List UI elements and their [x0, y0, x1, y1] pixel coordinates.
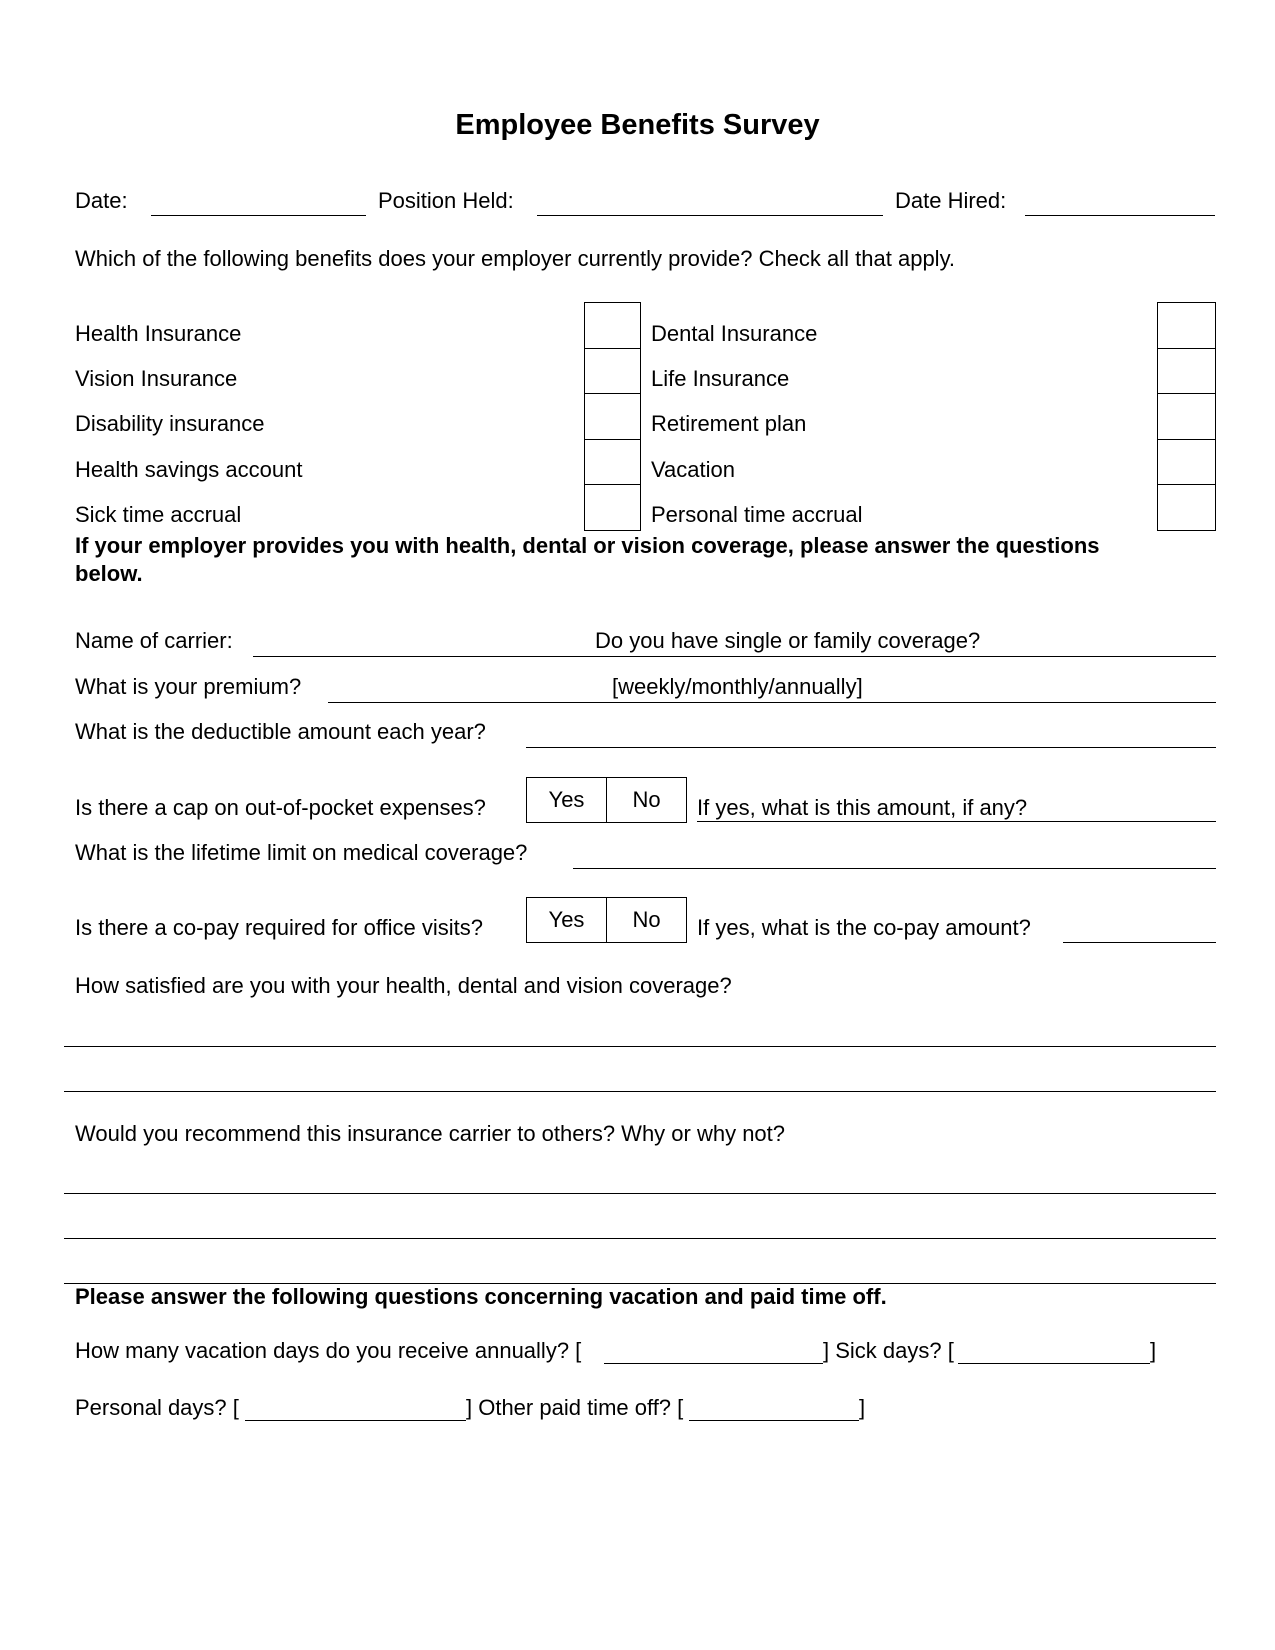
benefit-checkbox-sick-time-accrual[interactable] [584, 484, 641, 531]
vacation-intro: Please answer the following questions concerning vacation and paid time off. [75, 1284, 887, 1309]
position-held-label: Position Held: [378, 188, 514, 213]
cap-question-label: Is there a cap on out-of-pocket expenses? [75, 795, 486, 820]
page-title: Employee Benefits Survey [455, 109, 820, 141]
benefit-label: Vision Insurance [75, 366, 238, 391]
date-hired-field[interactable] [1025, 215, 1215, 216]
coverage-intro: If your employer provides you with health, dental or vision coverage, please answer the questions [75, 533, 1100, 558]
benefit-checkbox-life-insurance[interactable] [1157, 348, 1216, 394]
benefit-label: Health Insurance [75, 321, 242, 346]
deductible-field[interactable] [526, 747, 1216, 748]
cap-yes-option[interactable]: Yes [526, 777, 607, 823]
benefit-label: Health savings account [75, 457, 303, 482]
satisfaction-answer-line[interactable] [64, 1091, 1216, 1092]
premium-period: [weekly/monthly/annually] [612, 674, 863, 699]
coverage-intro-continued: below. [75, 561, 143, 586]
other-pto-field[interactable] [689, 1420, 859, 1421]
satisfaction-answer-line[interactable] [64, 1046, 1216, 1047]
date-field[interactable] [151, 215, 366, 216]
copay-amount-label: If yes, what is the co-pay amount? [697, 915, 1031, 940]
benefit-checkbox-vacation[interactable] [1157, 439, 1216, 485]
satisfaction-question: How satisfied are you with your health, dental and vision coverage? [75, 973, 732, 998]
copay-no-option[interactable]: No [606, 897, 687, 943]
sick-days-close: ] [1150, 1338, 1157, 1363]
personal-days-label: Personal days? [ [75, 1395, 239, 1420]
carrier-field[interactable] [253, 656, 1216, 657]
benefit-checkbox-disability-insurance[interactable] [584, 393, 641, 440]
cap-amount-label: If yes, what is this amount, if any? [697, 795, 1028, 820]
recommend-answer-line[interactable] [64, 1193, 1216, 1194]
copay-yes-option[interactable]: Yes [526, 897, 607, 943]
recommend-answer-line[interactable] [64, 1238, 1216, 1239]
vacation-days-label: How many vacation days do you receive annually? [ [75, 1338, 582, 1363]
date-label: Date: [75, 188, 128, 213]
premium-label: What is your premium? [75, 674, 302, 699]
premium-field[interactable] [328, 702, 1216, 703]
benefit-checkbox-vision-insurance[interactable] [584, 348, 641, 394]
carrier-label: Name of carrier: [75, 628, 233, 653]
benefit-checkbox-health-insurance[interactable] [584, 302, 641, 349]
position-held-field[interactable] [537, 215, 883, 216]
benefit-label: Dental Insurance [651, 321, 818, 346]
copay-question-label: Is there a co-pay required for office visits? [75, 915, 484, 940]
deductible-label: What is the deductible amount each year? [75, 719, 486, 744]
copay-amount-field[interactable] [1063, 942, 1216, 943]
benefit-checkbox-dental-insurance[interactable] [1157, 302, 1216, 349]
benefit-label: Vacation [651, 457, 735, 482]
benefit-checkbox-retirement-plan[interactable] [1157, 393, 1216, 440]
benefit-label: Personal time accrual [651, 502, 863, 527]
personal-days-field[interactable] [245, 1420, 466, 1421]
other-pto-label: ] Other paid time off? [ [466, 1395, 684, 1420]
date-hired-label: Date Hired: [895, 188, 1007, 213]
other-pto-close: ] [859, 1395, 866, 1420]
benefit-checkbox-personal-time-accrual[interactable] [1157, 484, 1216, 531]
benefit-checkbox-health-savings-account[interactable] [584, 439, 641, 485]
benefit-label: Life Insurance [651, 366, 790, 391]
lifetime-limit-label: What is the lifetime limit on medical coverage? [75, 840, 528, 865]
sick-days-label: ] Sick days? [ [823, 1338, 954, 1363]
benefit-label: Retirement plan [651, 411, 807, 436]
vacation-days-field[interactable] [604, 1363, 823, 1364]
recommend-question: Would you recommend this insurance carrier to others? Why or why not? [75, 1121, 786, 1146]
sick-days-field[interactable] [958, 1363, 1150, 1364]
cap-amount-field[interactable] [697, 821, 1216, 822]
coverage-type-label: Do you have single or family coverage? [595, 628, 981, 653]
benefit-label: Sick time accrual [75, 502, 242, 527]
benefits-question: Which of the following benefits does your employer currently provide? Check all that apply. [75, 246, 956, 271]
cap-no-option[interactable]: No [606, 777, 687, 823]
benefit-label: Disability insurance [75, 411, 265, 436]
lifetime-limit-field[interactable] [573, 868, 1216, 869]
